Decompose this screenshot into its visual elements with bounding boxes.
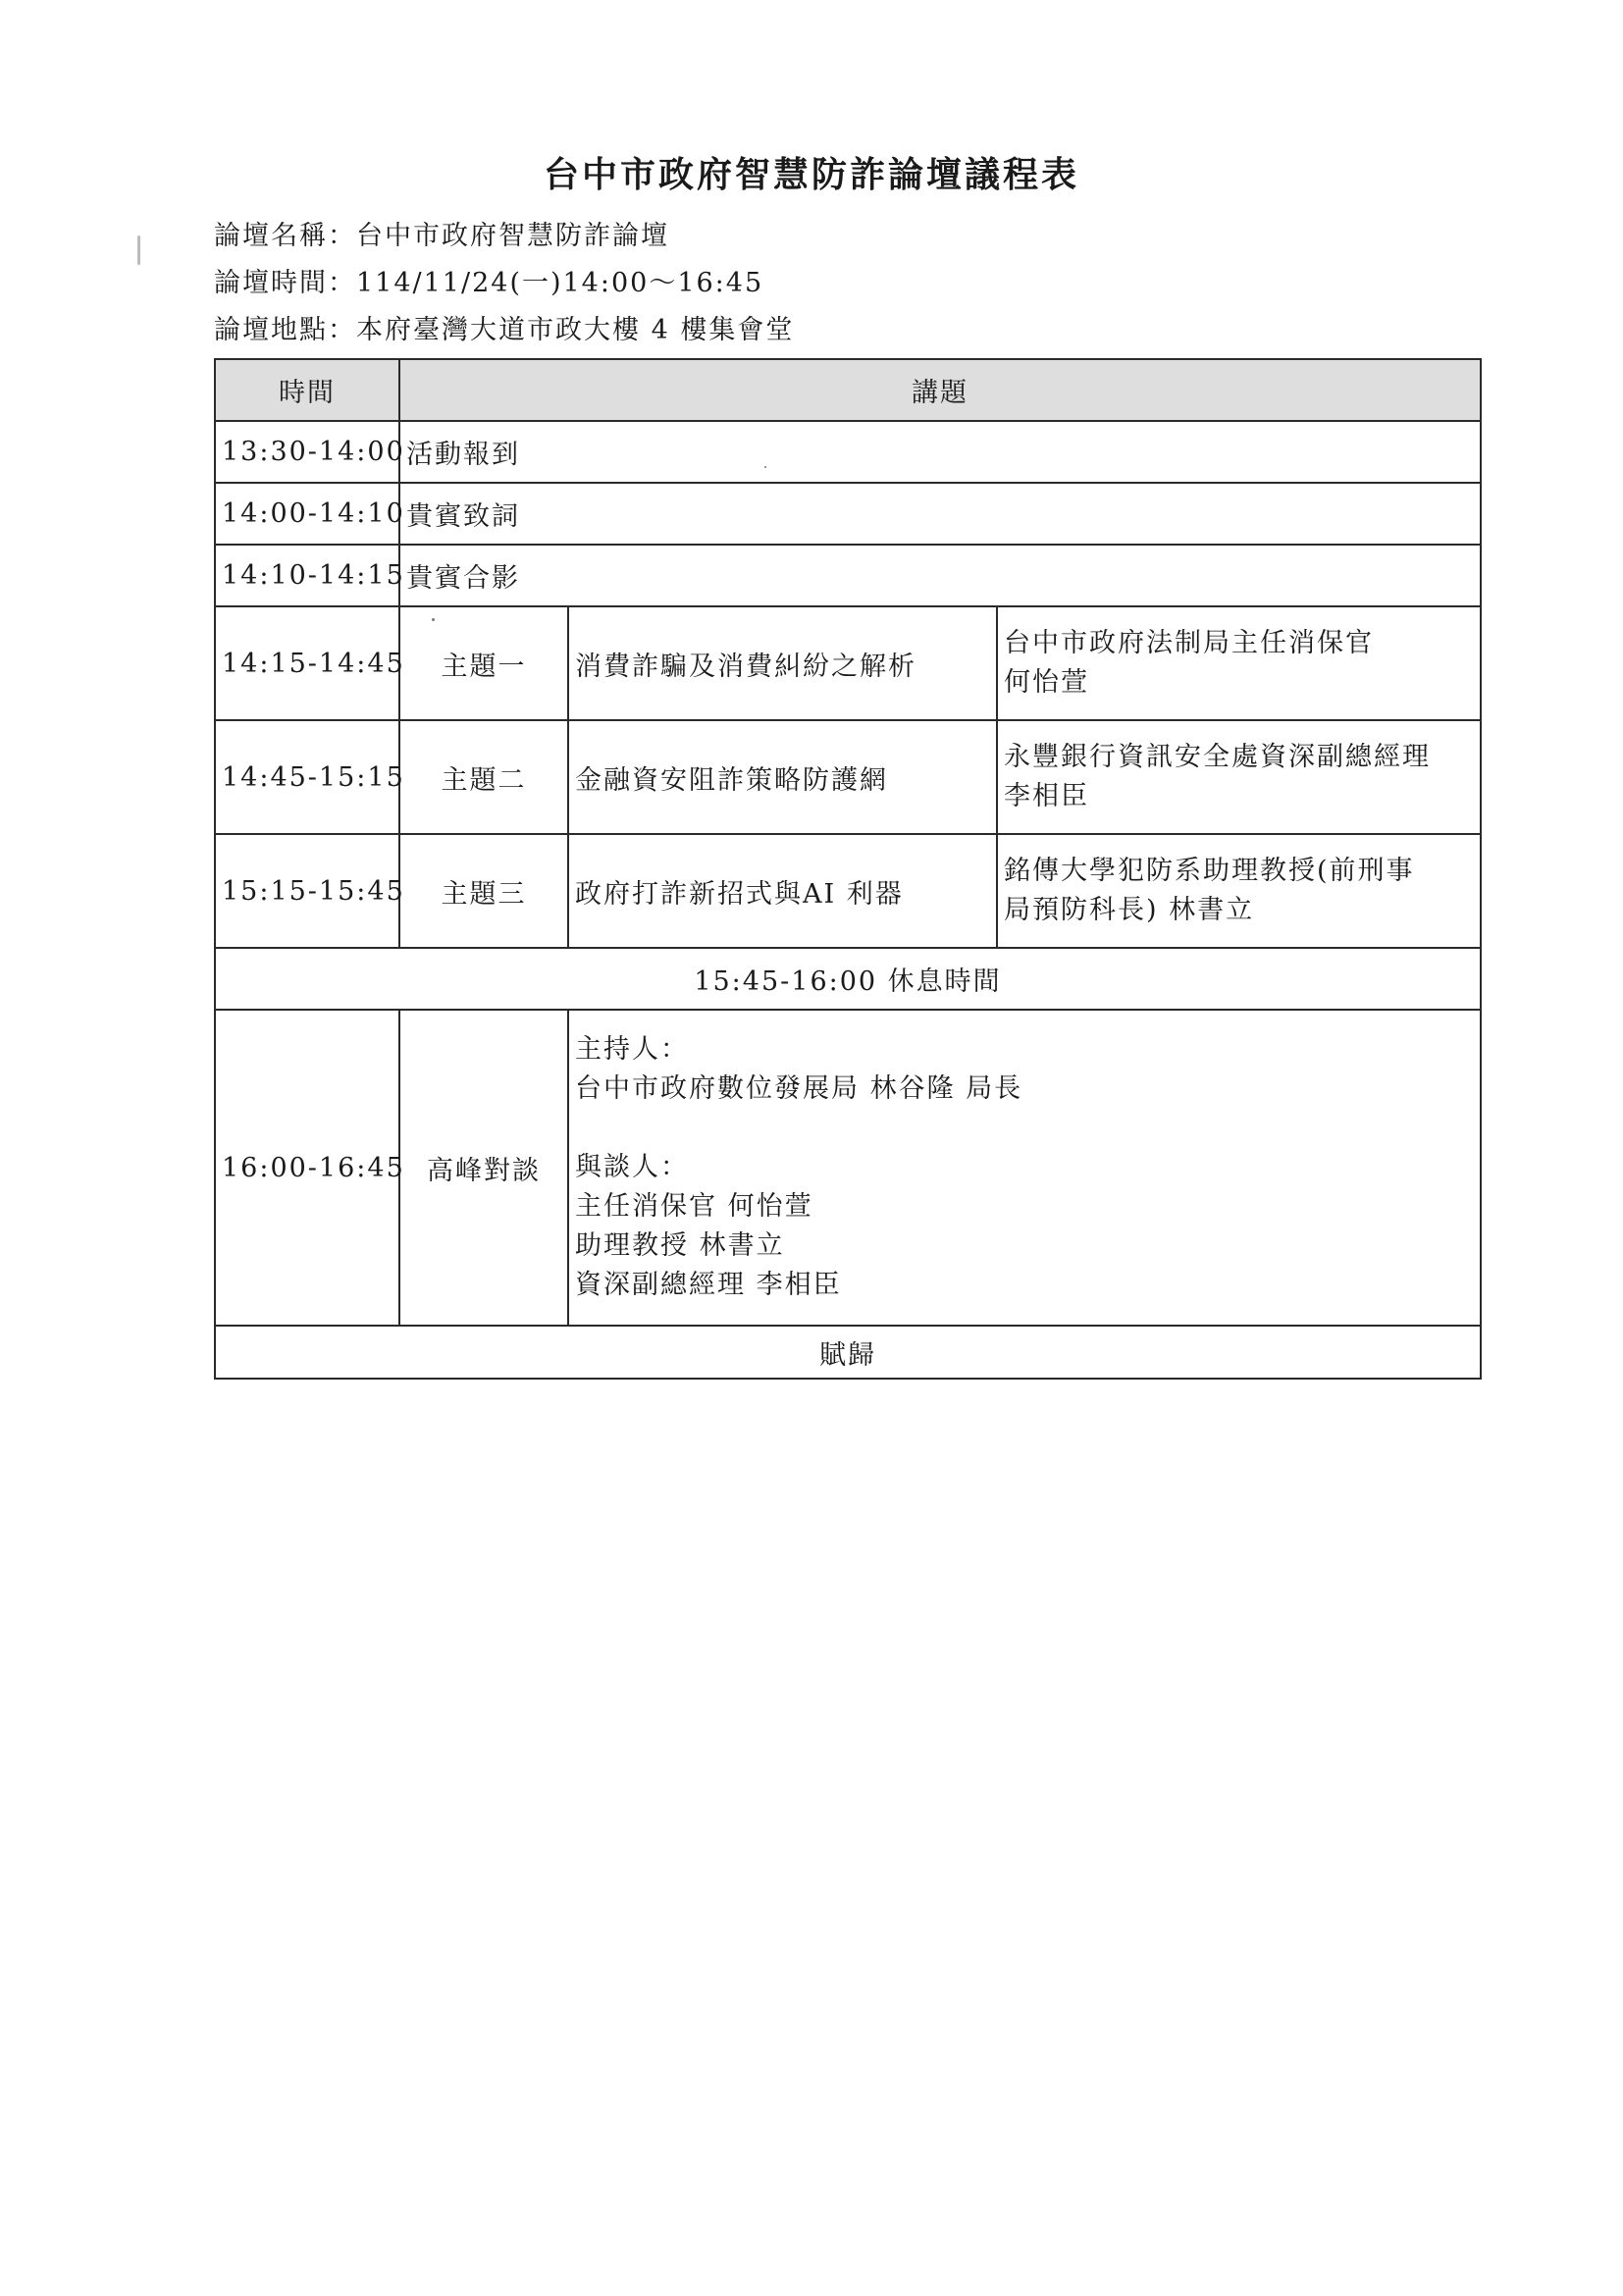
topic-title: 政府打詐新招式與AI 利器: [568, 834, 997, 948]
topic-row: [215, 834, 1481, 948]
host-name: 台中市政府數位發展局 林谷隆 局長: [575, 1073, 1023, 1104]
topic-speaker: [997, 720, 1481, 834]
forum-name-value: 台中市政府智慧防詐論壇: [356, 221, 669, 251]
row-topic: 活動報到: [399, 421, 1481, 483]
row-time: 14:45-15:15: [215, 720, 399, 834]
forum-time-line: [214, 261, 763, 299]
row-time: 14:15-14:45: [215, 606, 399, 720]
forum-name-label: 論壇名稱：: [214, 221, 356, 251]
page-title: 台中市政府智慧防詐論壇議程表: [543, 154, 1079, 195]
header-time: 時間: [215, 359, 399, 421]
topic-title: 金融資安阻詐策略防護網: [568, 720, 997, 834]
summit-label: 高峰對談: [399, 1010, 568, 1326]
forum-venue-line: [214, 308, 794, 346]
row-topic: 貴賓合影: [399, 545, 1481, 606]
summit-row: [215, 1010, 1481, 1326]
speaker-line: 銘傳大學犯防系助理教授(前刑事: [1004, 856, 1415, 886]
topic-row: [215, 606, 1481, 720]
forum-venue-label: 論壇地點：: [214, 315, 356, 345]
row-time: 14:10-14:15: [215, 545, 399, 606]
break-text: 15:45-16:00 休息時間: [215, 948, 1481, 1010]
spacer: [575, 1109, 1474, 1148]
forum-time-value: 114/11/24(一)14:00～16:45: [356, 268, 764, 298]
row-time: 15:15-15:45: [215, 834, 399, 948]
topic-row: [215, 720, 1481, 834]
topic-label: 主題三: [399, 834, 568, 948]
panelist: 資深副總經理 李相臣: [575, 1270, 842, 1300]
break-row: [215, 948, 1481, 1010]
row-time: 16:00-16:45: [215, 1010, 399, 1326]
speaker-line: 台中市政府法制局主任消保官: [1004, 628, 1374, 658]
closing-text: 賦歸: [215, 1326, 1481, 1379]
speaker-line: 局預防科長) 林書立: [1004, 895, 1255, 925]
forum-venue-value: 本府臺灣大道市政大樓 4 樓集會堂: [356, 315, 795, 345]
panelist: 助理教授 林書立: [575, 1230, 785, 1261]
table-row: [215, 483, 1481, 545]
table-row: [215, 545, 1481, 606]
topic-speaker: [997, 834, 1481, 948]
host-label: 主持人：: [575, 1034, 689, 1065]
row-time: 14:00-14:10: [215, 483, 399, 545]
topic-label: 主題二: [399, 720, 568, 834]
header-topic: 講題: [399, 359, 1481, 421]
forum-name-line: [214, 214, 669, 252]
scan-dot: [432, 618, 435, 621]
forum-time-label: 論壇時間：: [214, 268, 356, 298]
panelist: 主任消保官 何怡萱: [575, 1191, 813, 1222]
row-topic: 貴賓致詞: [399, 483, 1481, 545]
topic-speaker: [997, 606, 1481, 720]
speaker-line: 李相臣: [1004, 781, 1089, 811]
row-time: 13:30-14:00: [215, 421, 399, 483]
topic-label: 主題一: [399, 606, 568, 720]
table-row: [215, 421, 1481, 483]
scan-mark: [137, 235, 140, 265]
summit-details: [568, 1010, 1481, 1326]
agenda-table: [214, 358, 1482, 1380]
closing-row: [215, 1326, 1481, 1379]
topic-title: 消費詐騙及消費糾紛之解析: [568, 606, 997, 720]
panel-label: 與談人：: [575, 1152, 689, 1182]
speaker-line: 永豐銀行資訊安全處資深副總經理: [1004, 742, 1431, 772]
table-header-row: [215, 359, 1481, 421]
scan-dot: [764, 466, 766, 468]
speaker-line: 何怡萱: [1004, 667, 1089, 698]
